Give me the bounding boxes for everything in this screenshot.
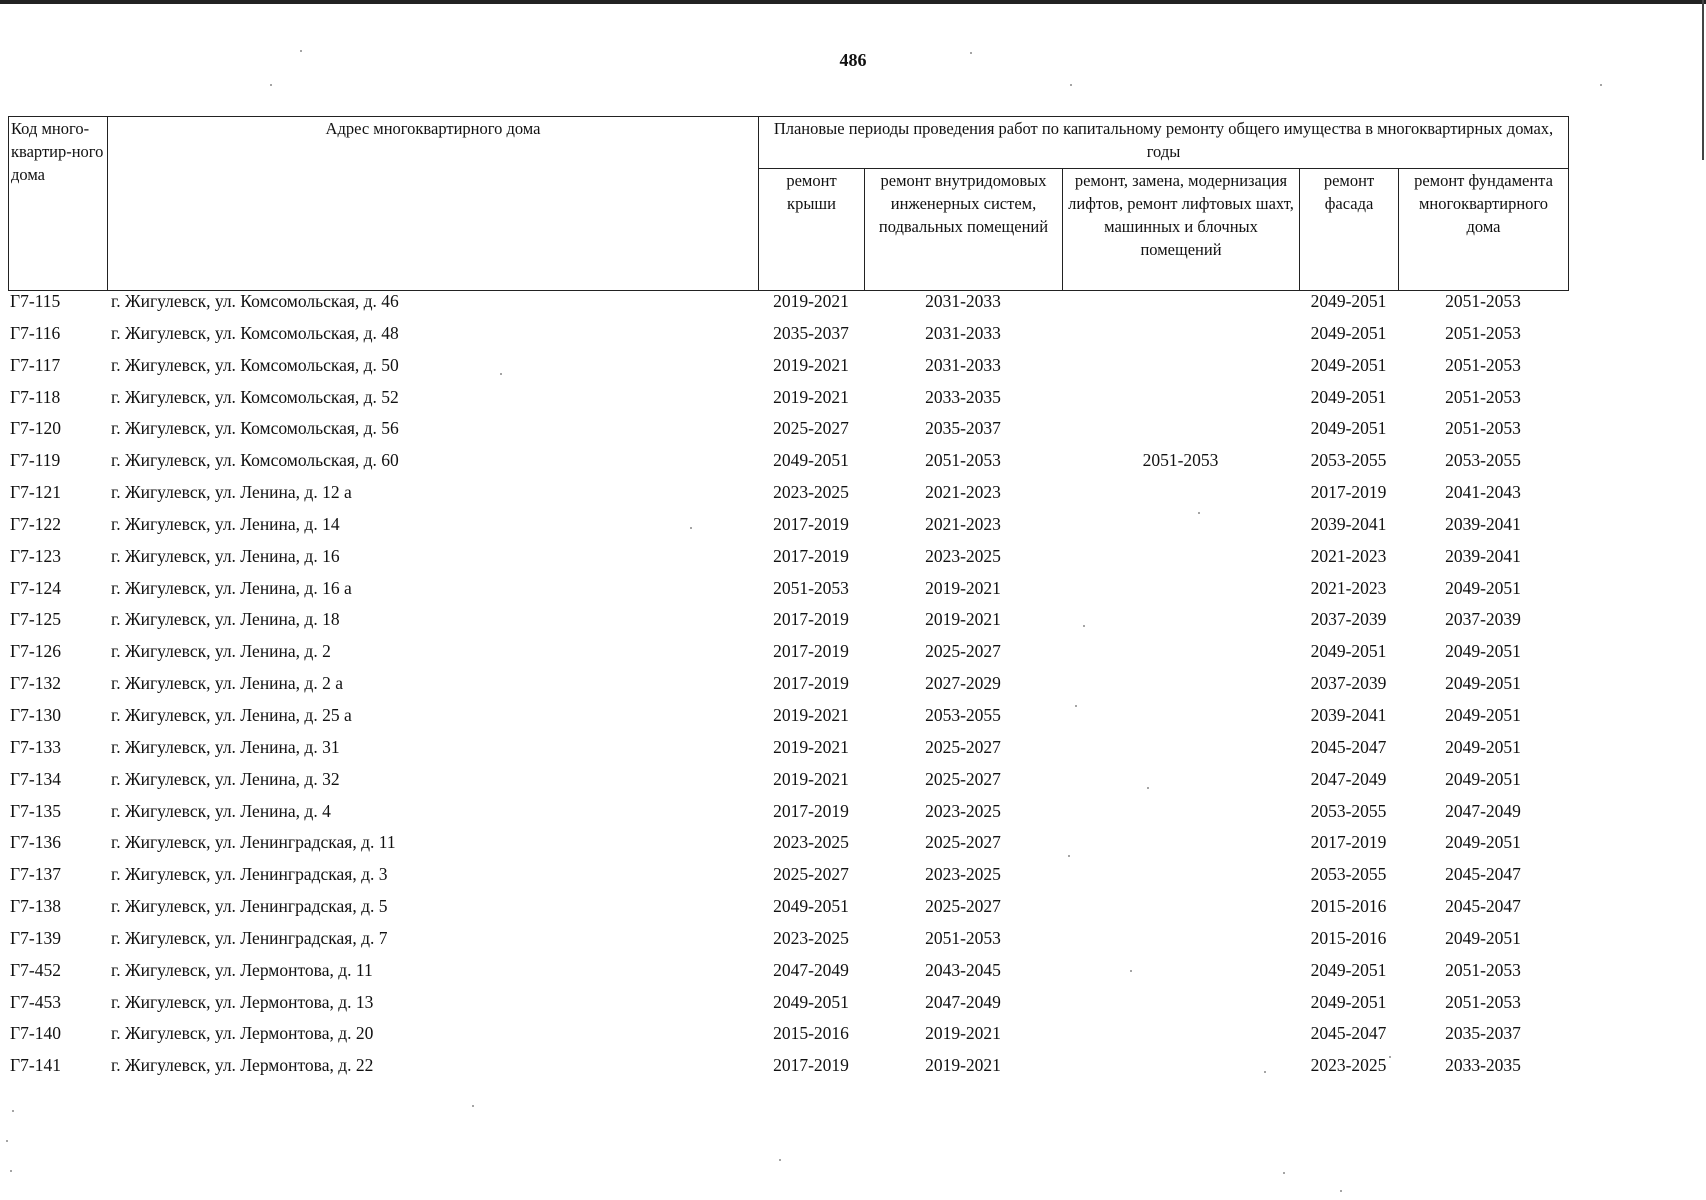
cell-foundation: 2049-2051 (1445, 577, 1521, 598)
cell-engineering: 2025-2027 (925, 768, 1001, 789)
table-row (8, 992, 1568, 1024)
cell-foundation: 2051-2053 (1445, 991, 1521, 1012)
cell-elevators (1062, 705, 1299, 737)
cell-elevators (1062, 896, 1299, 928)
cell-elevators (1062, 832, 1299, 864)
cell-elevators (1062, 355, 1299, 387)
header-roof: ремонт крыши (759, 169, 865, 291)
cell-foundation: 2049-2051 (1445, 736, 1521, 757)
cell-code: Г7-141 (10, 1055, 61, 1076)
cell-address: г. Жигулевск, ул. Ленина, д. 18 (111, 609, 340, 630)
cell-code: Г7-116 (10, 322, 61, 343)
cell-code: Г7-122 (10, 513, 61, 534)
cell-roof: 2017-2019 (773, 800, 849, 821)
cell-foundation: 2045-2047 (1445, 896, 1521, 917)
cell-roof: 2035-2037 (773, 322, 849, 343)
cell-elevators (1062, 387, 1299, 419)
cell-roof: 2017-2019 (773, 609, 849, 630)
cell-engineering: 2033-2035 (925, 386, 1001, 407)
cell-facade: 2053-2055 (1310, 800, 1387, 821)
cell-address: г. Жигулевск, ул. Лермонтова, д. 22 (111, 1055, 374, 1076)
table-row (8, 450, 1568, 482)
cell-code: Г7-124 (10, 577, 61, 598)
cell-address: г. Жигулевск, ул. Лермонтова, д. 20 (111, 1023, 374, 1044)
cell-foundation: 2051-2053 (1445, 959, 1521, 980)
cell-address: г. Жигулевск, ул. Ленина, д. 14 (111, 513, 340, 534)
table-row (8, 323, 1568, 355)
table-row (8, 514, 1568, 546)
cell-facade: 2049-2051 (1310, 322, 1387, 343)
cell-engineering: 2019-2021 (925, 577, 1001, 598)
cell-elevators (1062, 546, 1299, 578)
header-elevators: ремонт, замена, модернизация лифтов, ремонт лифтовых шахт, машинных и блочных помещений (1063, 169, 1300, 291)
cell-facade: 2053-2055 (1310, 864, 1387, 885)
cell-facade: 2021-2023 (1310, 545, 1387, 566)
cell-foundation: 2033-2035 (1445, 1055, 1521, 1076)
table-row (8, 896, 1568, 928)
cell-engineering: 2025-2027 (925, 736, 1001, 757)
cell-foundation: 2049-2051 (1445, 641, 1521, 662)
cell-facade: 2049-2051 (1310, 354, 1387, 375)
right-edge-rule (1702, 0, 1704, 160)
cell-elevators (1062, 578, 1299, 610)
cell-address: г. Жигулевск, ул. Лермонтова, д. 13 (111, 991, 374, 1012)
cell-address: г. Жигулевск, ул. Ленина, д. 12 а (111, 482, 352, 503)
cell-foundation: 2041-2043 (1445, 482, 1521, 503)
cell-code: Г7-130 (10, 704, 61, 725)
cell-elevators (1062, 1023, 1299, 1055)
cell-facade: 2039-2041 (1310, 513, 1387, 534)
cell-foundation: 2049-2051 (1445, 927, 1521, 948)
cell-engineering: 2023-2025 (925, 800, 1001, 821)
cell-roof: 2023-2025 (773, 482, 849, 503)
cell-address: г. Жигулевск, ул. Ленинградская, д. 3 (111, 864, 388, 885)
cell-code: Г7-134 (10, 768, 61, 789)
cell-elevators (1062, 609, 1299, 641)
cell-address: г. Жигулевск, ул. Ленина, д. 4 (111, 800, 331, 821)
cell-facade: 2045-2047 (1310, 1023, 1387, 1044)
cell-foundation: 2049-2051 (1445, 768, 1521, 789)
cell-elevators (1062, 801, 1299, 833)
table-body (8, 291, 1568, 1087)
cell-address: г. Жигулевск, ул. Ленинградская, д. 11 (111, 832, 396, 853)
cell-address: г. Жигулевск, ул. Комсомольская, д. 46 (111, 291, 399, 311)
table-row (8, 673, 1568, 705)
cell-roof: 2019-2021 (773, 768, 849, 789)
cell-facade: 2049-2051 (1310, 959, 1387, 980)
cell-code: Г7-115 (10, 291, 61, 311)
cell-facade: 2037-2039 (1310, 673, 1387, 694)
cell-code: Г7-140 (10, 1023, 61, 1044)
cell-address: г. Жигулевск, ул. Ленинградская, д. 5 (111, 896, 388, 917)
cell-engineering: 2031-2033 (925, 354, 1001, 375)
cell-elevators (1062, 514, 1299, 546)
cell-roof: 2047-2049 (773, 959, 849, 980)
cell-code: Г7-125 (10, 609, 61, 630)
header-engineering: ремонт внутридомовых инженерных систем, подвальных помещений (865, 169, 1063, 291)
cell-facade: 2037-2039 (1310, 609, 1387, 630)
cell-engineering: 2031-2033 (925, 291, 1001, 311)
table-row (8, 832, 1568, 864)
cell-facade: 2015-2016 (1310, 927, 1387, 948)
table-row (8, 609, 1568, 641)
cell-facade: 2023-2025 (1310, 1055, 1387, 1076)
cell-address: г. Жигулевск, ул. Ленина, д. 32 (111, 768, 340, 789)
cell-code: Г7-139 (10, 927, 61, 948)
cell-code: Г7-136 (10, 832, 61, 853)
cell-foundation: 2051-2053 (1445, 354, 1521, 375)
cell-engineering: 2047-2049 (925, 991, 1001, 1012)
cell-code: Г7-135 (10, 800, 61, 821)
cell-roof: 2023-2025 (773, 927, 849, 948)
cell-foundation: 2035-2037 (1445, 1023, 1521, 1044)
cell-roof: 2019-2021 (773, 736, 849, 757)
cell-facade: 2017-2019 (1310, 832, 1387, 853)
cell-roof: 2017-2019 (773, 545, 849, 566)
cell-address: г. Жигулевск, ул. Ленина, д. 2 а (111, 673, 343, 694)
table-row (8, 546, 1568, 578)
cell-roof: 2025-2027 (773, 418, 849, 439)
cell-engineering: 2051-2053 (925, 450, 1001, 471)
cell-facade: 2049-2051 (1310, 386, 1387, 407)
cell-facade: 2047-2049 (1310, 768, 1387, 789)
cell-address: г. Жигулевск, ул. Лермонтова, д. 11 (111, 959, 373, 980)
cell-engineering: 2019-2021 (925, 1023, 1001, 1044)
cell-roof: 2015-2016 (773, 1023, 849, 1044)
cell-engineering: 2051-2053 (925, 927, 1001, 948)
cell-roof: 2025-2027 (773, 864, 849, 885)
cell-engineering: 2021-2023 (925, 513, 1001, 534)
cell-code: Г7-133 (10, 736, 61, 757)
table-row (8, 928, 1568, 960)
cell-roof: 2019-2021 (773, 291, 849, 311)
page-number: 486 (839, 50, 867, 70)
table-row (8, 641, 1568, 673)
cell-code: Г7-453 (10, 991, 61, 1012)
cell-elevators (1062, 641, 1299, 673)
cell-foundation: 2051-2053 (1445, 291, 1521, 311)
cell-address: г. Жигулевск, ул. Ленина, д. 16 (111, 545, 340, 566)
cell-elevators (1062, 992, 1299, 1024)
cell-engineering: 2023-2025 (925, 545, 1001, 566)
cell-foundation: 2045-2047 (1445, 864, 1521, 885)
cell-code: Г7-119 (10, 450, 61, 471)
cell-roof: 2017-2019 (773, 1055, 849, 1076)
cell-code: Г7-117 (10, 354, 61, 375)
cell-foundation: 2049-2051 (1445, 704, 1521, 725)
cell-roof: 2051-2053 (773, 577, 849, 598)
cell-code: Г7-138 (10, 896, 61, 917)
cell-elevators: 2051-2053 (1142, 450, 1219, 471)
cell-foundation: 2051-2053 (1445, 386, 1521, 407)
table-row (8, 355, 1568, 387)
cell-engineering: 2019-2021 (925, 609, 1001, 630)
table-row (8, 864, 1568, 896)
header-address: Адрес многоквартирного дома (108, 117, 759, 291)
cell-code: Г7-120 (10, 418, 61, 439)
top-border-rule (0, 0, 1706, 4)
cell-elevators (1062, 864, 1299, 896)
cell-roof: 2019-2021 (773, 354, 849, 375)
cell-foundation: 2039-2041 (1445, 513, 1521, 534)
cell-foundation: 2039-2041 (1445, 545, 1521, 566)
table-row (8, 1055, 1568, 1087)
table-row (8, 769, 1568, 801)
cell-roof: 2049-2051 (773, 450, 849, 471)
header-facade: ремонт фасада (1300, 169, 1399, 291)
cell-facade: 2049-2051 (1310, 641, 1387, 662)
table-row (8, 960, 1568, 992)
cell-foundation: 2053-2055 (1445, 450, 1521, 471)
cell-roof: 2017-2019 (773, 513, 849, 534)
cell-roof: 2019-2021 (773, 386, 849, 407)
cell-code: Г7-132 (10, 673, 61, 694)
cell-foundation: 2049-2051 (1445, 832, 1521, 853)
cell-address: г. Жигулевск, ул. Комсомольская, д. 52 (111, 386, 399, 407)
cell-facade: 2049-2051 (1310, 418, 1387, 439)
table-header (8, 116, 1569, 291)
table-row (8, 482, 1568, 514)
cell-facade: 2021-2023 (1310, 577, 1387, 598)
cell-code: Г7-137 (10, 864, 61, 885)
cell-facade: 2045-2047 (1310, 736, 1387, 757)
cell-address: г. Жигулевск, ул. Ленина, д. 31 (111, 736, 340, 757)
cell-facade: 2049-2051 (1310, 991, 1387, 1012)
cell-elevators (1062, 928, 1299, 960)
cell-code: Г7-452 (10, 959, 61, 980)
cell-engineering: 2031-2033 (925, 322, 1001, 343)
cell-engineering: 2025-2027 (925, 641, 1001, 662)
cell-elevators (1062, 769, 1299, 801)
cell-roof: 2049-2051 (773, 991, 849, 1012)
cell-roof: 2017-2019 (773, 641, 849, 662)
cell-elevators (1062, 673, 1299, 705)
cell-address: г. Жигулевск, ул. Ленина, д. 25 а (111, 704, 352, 725)
cell-engineering: 2019-2021 (925, 1055, 1001, 1076)
table-row (8, 291, 1568, 323)
cell-address: г. Жигулевск, ул. Комсомольская, д. 60 (111, 450, 399, 471)
cell-engineering: 2025-2027 (925, 832, 1001, 853)
cell-code: Г7-126 (10, 641, 61, 662)
cell-facade: 2049-2051 (1310, 291, 1387, 311)
cell-engineering: 2027-2029 (925, 673, 1001, 694)
header-code: Код много-квартир-ного дома (9, 117, 108, 291)
cell-engineering: 2025-2027 (925, 896, 1001, 917)
table-row (8, 578, 1568, 610)
cell-foundation: 2051-2053 (1445, 418, 1521, 439)
cell-engineering: 2053-2055 (925, 704, 1001, 725)
cell-engineering: 2043-2045 (925, 959, 1001, 980)
cell-address: г. Жигулевск, ул. Комсомольская, д. 50 (111, 354, 399, 375)
cell-code: Г7-121 (10, 482, 61, 503)
cell-facade: 2015-2016 (1310, 896, 1387, 917)
cell-facade: 2017-2019 (1310, 482, 1387, 503)
table-row (8, 418, 1568, 450)
cell-engineering: 2035-2037 (925, 418, 1001, 439)
cell-roof: 2023-2025 (773, 832, 849, 853)
cell-elevators (1062, 482, 1299, 514)
cell-address: г. Жигулевск, ул. Ленина, д. 16 а (111, 577, 352, 598)
cell-address: г. Жигулевск, ул. Комсомольская, д. 56 (111, 418, 399, 439)
cell-elevators (1062, 737, 1299, 769)
cell-roof: 2049-2051 (773, 896, 849, 917)
table-row (8, 387, 1568, 419)
cell-address: г. Жигулевск, ул. Ленина, д. 2 (111, 641, 331, 662)
cell-facade: 2053-2055 (1310, 450, 1387, 471)
cell-elevators (1062, 960, 1299, 992)
cell-elevators (1062, 291, 1299, 323)
cell-foundation: 2037-2039 (1445, 609, 1521, 630)
header-group-periods: Плановые периоды проведения работ по капитальному ремонту общего имущества в многоквартирных домах, годы (759, 117, 1569, 169)
cell-roof: 2019-2021 (773, 704, 849, 725)
cell-engineering: 2021-2023 (925, 482, 1001, 503)
cell-elevators (1062, 418, 1299, 450)
header-foundation: ремонт фундамента многоквартирного дома (1399, 169, 1569, 291)
table-row (8, 705, 1568, 737)
cell-roof: 2017-2019 (773, 673, 849, 694)
table-row (8, 801, 1568, 833)
table-row (8, 1023, 1568, 1055)
cell-code: Г7-118 (10, 386, 61, 407)
cell-foundation: 2049-2051 (1445, 673, 1521, 694)
cell-engineering: 2023-2025 (925, 864, 1001, 885)
cell-address: г. Жигулевск, ул. Ленинградская, д. 7 (111, 927, 388, 948)
cell-foundation: 2047-2049 (1445, 800, 1521, 821)
cell-code: Г7-123 (10, 545, 61, 566)
cell-address: г. Жигулевск, ул. Комсомольская, д. 48 (111, 322, 399, 343)
cell-facade: 2039-2041 (1310, 704, 1387, 725)
cell-elevators (1062, 323, 1299, 355)
table-row (8, 737, 1568, 769)
cell-foundation: 2051-2053 (1445, 322, 1521, 343)
